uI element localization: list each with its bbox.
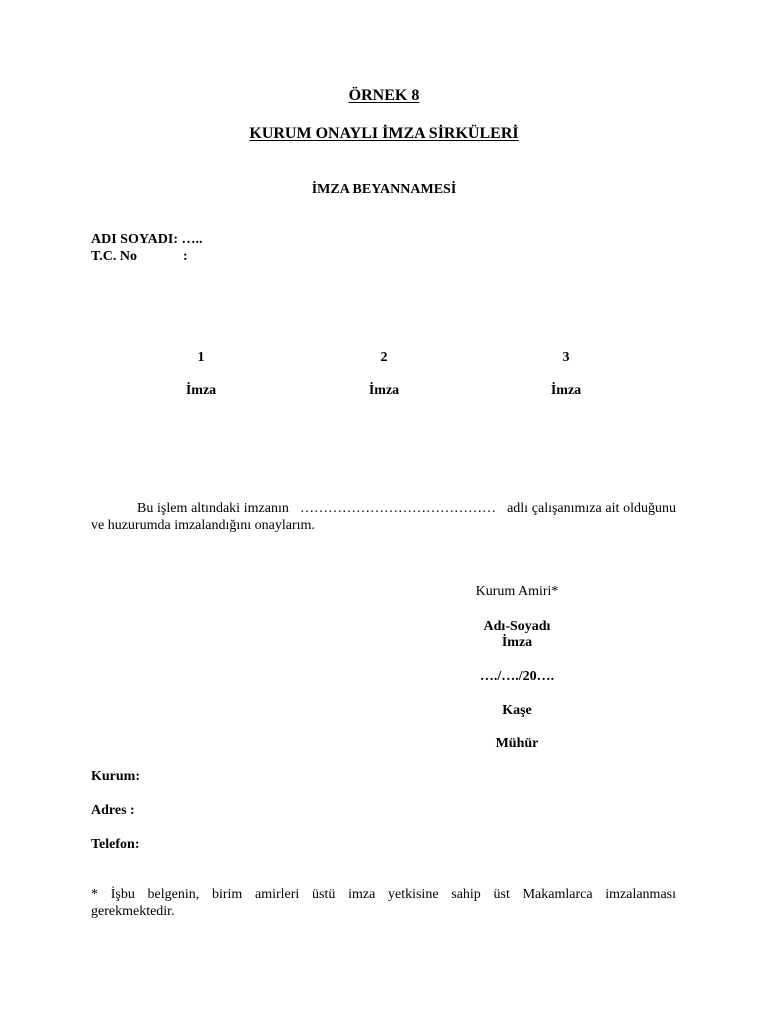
name-label: ADI SOYADI: — [91, 232, 179, 247]
footnote-line1: * İşbu belgenin, birim amirleri üstü imza yetkisine sahip üst Makamlarca imzalanması — [91, 887, 676, 902]
signature-2-label: İmza — [368, 383, 400, 398]
address-label: Adres : — [91, 803, 135, 818]
name-value: ….. — [181, 232, 203, 247]
signature-3-number: 3 — [562, 350, 570, 365]
document-title: KURUM ONAYLI İMZA SİRKÜLERİ — [249, 125, 519, 142]
tc-label: T.C. No — [91, 249, 138, 264]
declaration-line2: olduğunu ve huzurumda imzalandığını onaylarım. — [91, 501, 677, 533]
approver-name-label: Adı-Soyadı — [483, 619, 551, 634]
signature-1-number: 1 — [197, 350, 205, 365]
footnote-line2: gerekmektedir. — [91, 904, 175, 919]
declaration-paragraph — [91, 500, 676, 534]
approver-date: …./…./20…. — [479, 669, 555, 684]
tc-colon: : — [183, 249, 188, 264]
name-field — [91, 232, 203, 248]
signature-2-number: 2 — [380, 350, 388, 365]
approver-title: Kurum Amiri* — [475, 584, 559, 599]
document-subtitle: İMZA BEYANNAMESİ — [311, 182, 457, 197]
institution-label: Kurum: — [91, 769, 140, 784]
approver-seal-label: Mühür — [495, 736, 539, 751]
approver-stamp-label: Kaşe — [502, 703, 532, 718]
declaration-part1: Bu işlem altındaki imzanın — [137, 501, 289, 516]
phone-label: Telefon: — [91, 837, 140, 852]
signature-3-label: İmza — [550, 383, 582, 398]
declaration-part2: adlı çalışanımıza ait — [507, 501, 620, 516]
approver-signature-label: İmza — [501, 635, 533, 650]
declaration-dots: …………………………………… — [299, 501, 496, 516]
document-number: ÖRNEK 8 — [348, 87, 420, 104]
footnote — [91, 886, 676, 920]
signature-1-label: İmza — [185, 383, 217, 398]
tc-field — [91, 249, 188, 265]
